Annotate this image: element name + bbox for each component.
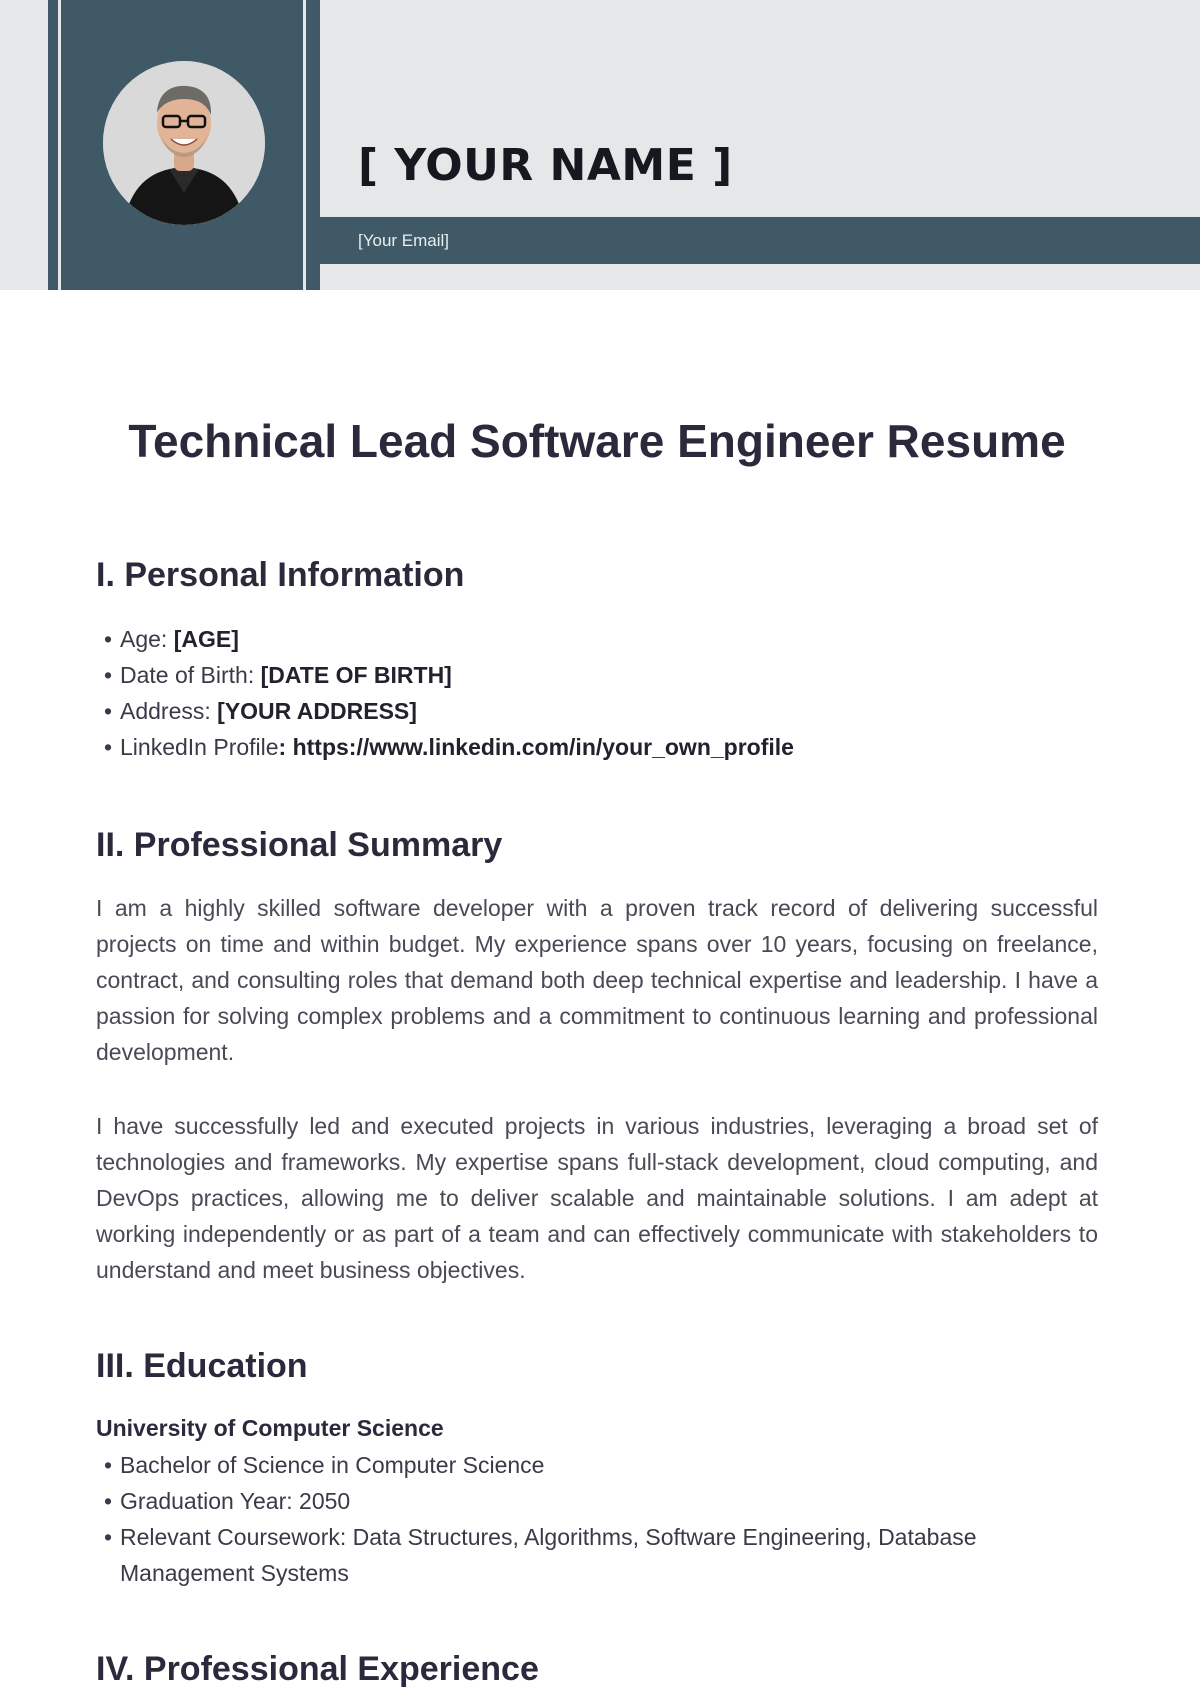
item-value: [AGE] [173,626,239,652]
section-heading-professional-summary: II. Professional Summary [96,826,503,864]
item-value: [DATE OF BIRTH] [260,662,452,688]
resume-header [0,0,1200,290]
summary-paragraph: I am a highly skilled software developer with a proven track record of delivering successful projects on time and within budget. My experience spans over 10 years, focusing on freelance, contract, and consulting roles that demand both deep technical expertise and leadership. I have a passion for solving complex problems and a commitment to continuous learning and professional development. [96,895,1098,1065]
section-heading-education: III. Education [96,1347,308,1385]
section-heading-professional-experience: IV. Professional Experience [96,1650,539,1688]
linkedin-url: : https://www.linkedin.com/in/your_own_profile [278,734,794,760]
education-list [96,1447,1098,1591]
list-item: • Relevant Coursework: Data Structures, Algorithms, Software Engineering, Database Management Systems [96,1519,1098,1591]
list-item [96,693,794,729]
side-divider-line [58,0,61,290]
summary-paragraph: I have successfully led and executed projects in various industries, leveraging a broad set of technologies and frameworks. My expertise spans full-stack development, cloud computing, and DevOps practices, allowing me to deliver scalable and maintainable solutions. I am adept at working independently or as part of a team and can effectively communicate with stakeholders to understand and meet business objectives. [96,1113,1098,1283]
list-item [96,729,794,765]
item-label: Date of Birth: [120,662,261,688]
item-label: LinkedIn Profile [120,734,279,760]
list-item [96,621,794,657]
list-item [96,657,794,693]
person-photo-icon [103,61,265,225]
side-divider-line [303,0,306,290]
item-value: [YOUR ADDRESS] [217,698,417,724]
section-heading-personal-information: I. Personal Information [96,556,465,594]
profile-photo [103,61,265,225]
personal-information-list [96,621,794,765]
candidate-name: [ YOUR NAME ] [358,140,733,191]
document-title: Technical Lead Software Engineer Resume [128,415,1066,467]
candidate-email: [Your Email] [358,231,450,250]
item-label: Address: [120,698,218,724]
list-item: • Bachelor of Science in Computer Science [96,1447,1098,1483]
list-item: • Graduation Year: 2050 [96,1483,1098,1519]
email-band [320,217,1200,264]
institution-name: University of Computer Science [96,1415,444,1441]
item-label: Age: [120,626,174,652]
